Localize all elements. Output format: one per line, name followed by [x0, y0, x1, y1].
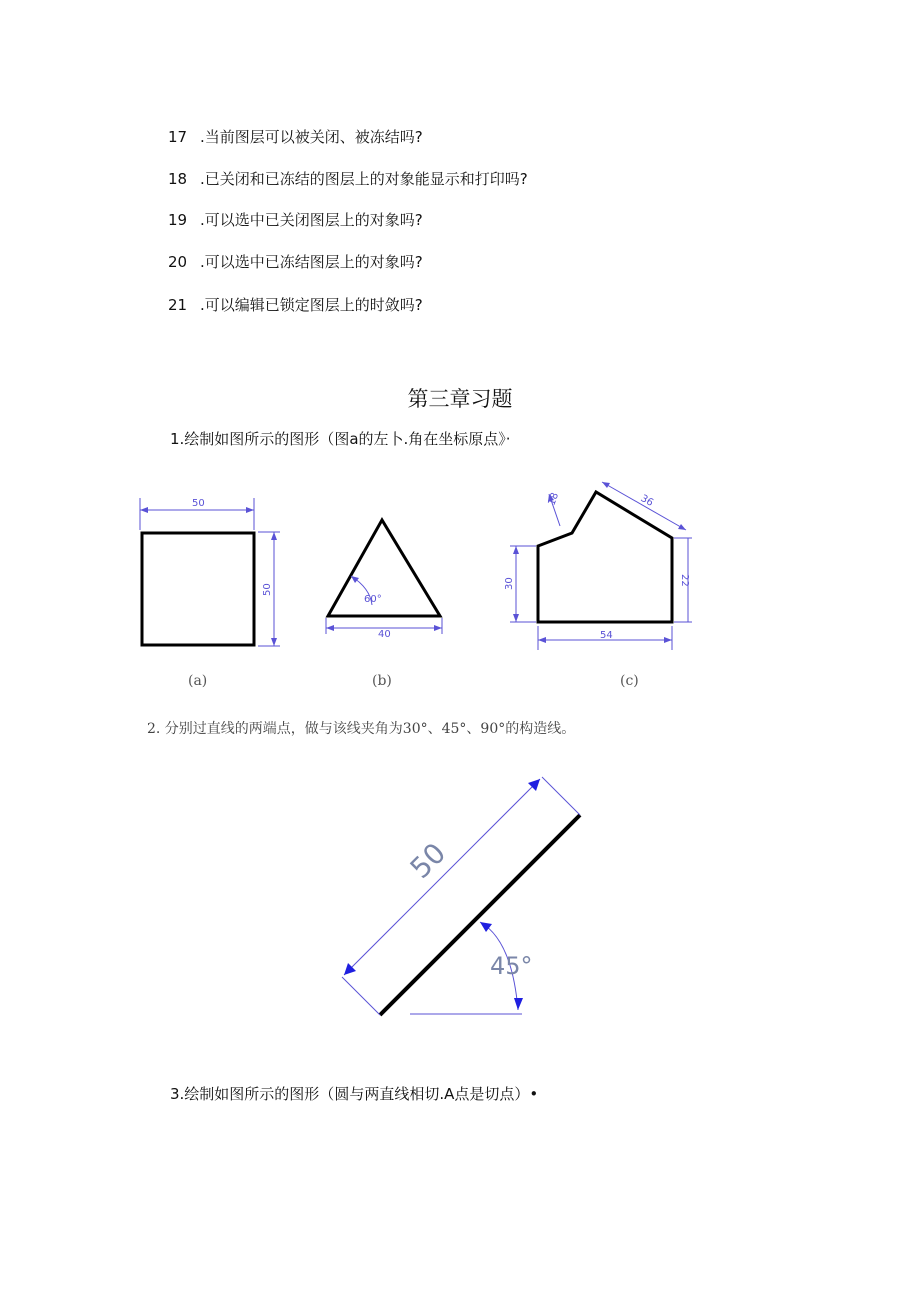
question-number: 19 [168, 211, 188, 229]
question-number: 18 [168, 170, 188, 188]
main-line [380, 815, 580, 1015]
square-shape [142, 533, 254, 645]
question-number: 21 [168, 296, 188, 314]
question-18 [168, 168, 528, 189]
dim-height-label: 50 [262, 583, 273, 596]
figure-2-line [330, 770, 590, 1025]
dim-left-label: 30 [504, 577, 515, 590]
dim-right-label: 22 [679, 574, 690, 587]
triangle-shape [328, 520, 440, 616]
dim-length-label: 50 [403, 836, 453, 885]
question-20 [168, 251, 423, 272]
dim-top-left-label: 18 [546, 491, 562, 508]
question-text: .可以选中已关闭图层上的对象吗? [200, 211, 423, 229]
exercise-3-text: 3.绘制如图所示的图形（圆与两直线相切.A点是切点）• [170, 1085, 539, 1103]
figure-c-polygon [494, 478, 694, 653]
question-text: .可以编辑已锁定图层上的时敛吗? [200, 296, 423, 314]
exercise-1-text: 1.绘制如图所示的图形（图a的左卜.角在坐标原点》· [170, 430, 511, 448]
figure-a-square [134, 490, 284, 660]
question-19 [168, 209, 423, 230]
dim-bottom-label: 54 [600, 630, 613, 641]
figure-b-triangle [320, 510, 450, 645]
dim-base-label: 40 [378, 629, 391, 640]
figure-a-caption: (a) [188, 673, 208, 689]
figure-c-caption: (c) [620, 673, 639, 689]
dim-angle-label: 45° [490, 952, 533, 980]
question-number: 20 [168, 253, 188, 271]
question-text: .已关闭和已冻结的图层上的对象能显示和打印吗? [200, 170, 528, 188]
question-17 [168, 126, 423, 147]
dim-top-right-label: 36 [638, 493, 656, 509]
question-text: .可以选中已冻结图层上的对象吗? [200, 253, 423, 271]
exercise-2-text: 2. 分别过直线的两端点，做与该线夹角为30°、45°、90°的构造线。 [147, 721, 576, 737]
figure-b-caption: (b) [372, 673, 392, 689]
dim-width-label: 50 [192, 498, 205, 509]
chapter-title: 第三章习题 [407, 387, 513, 411]
question-21 [168, 294, 423, 315]
dim-angle-label: 60° [364, 594, 382, 605]
question-text: .当前图层可以被关闭、被冻结吗? [200, 128, 423, 146]
question-number: 17 [168, 128, 188, 146]
polygon-shape [538, 492, 672, 622]
